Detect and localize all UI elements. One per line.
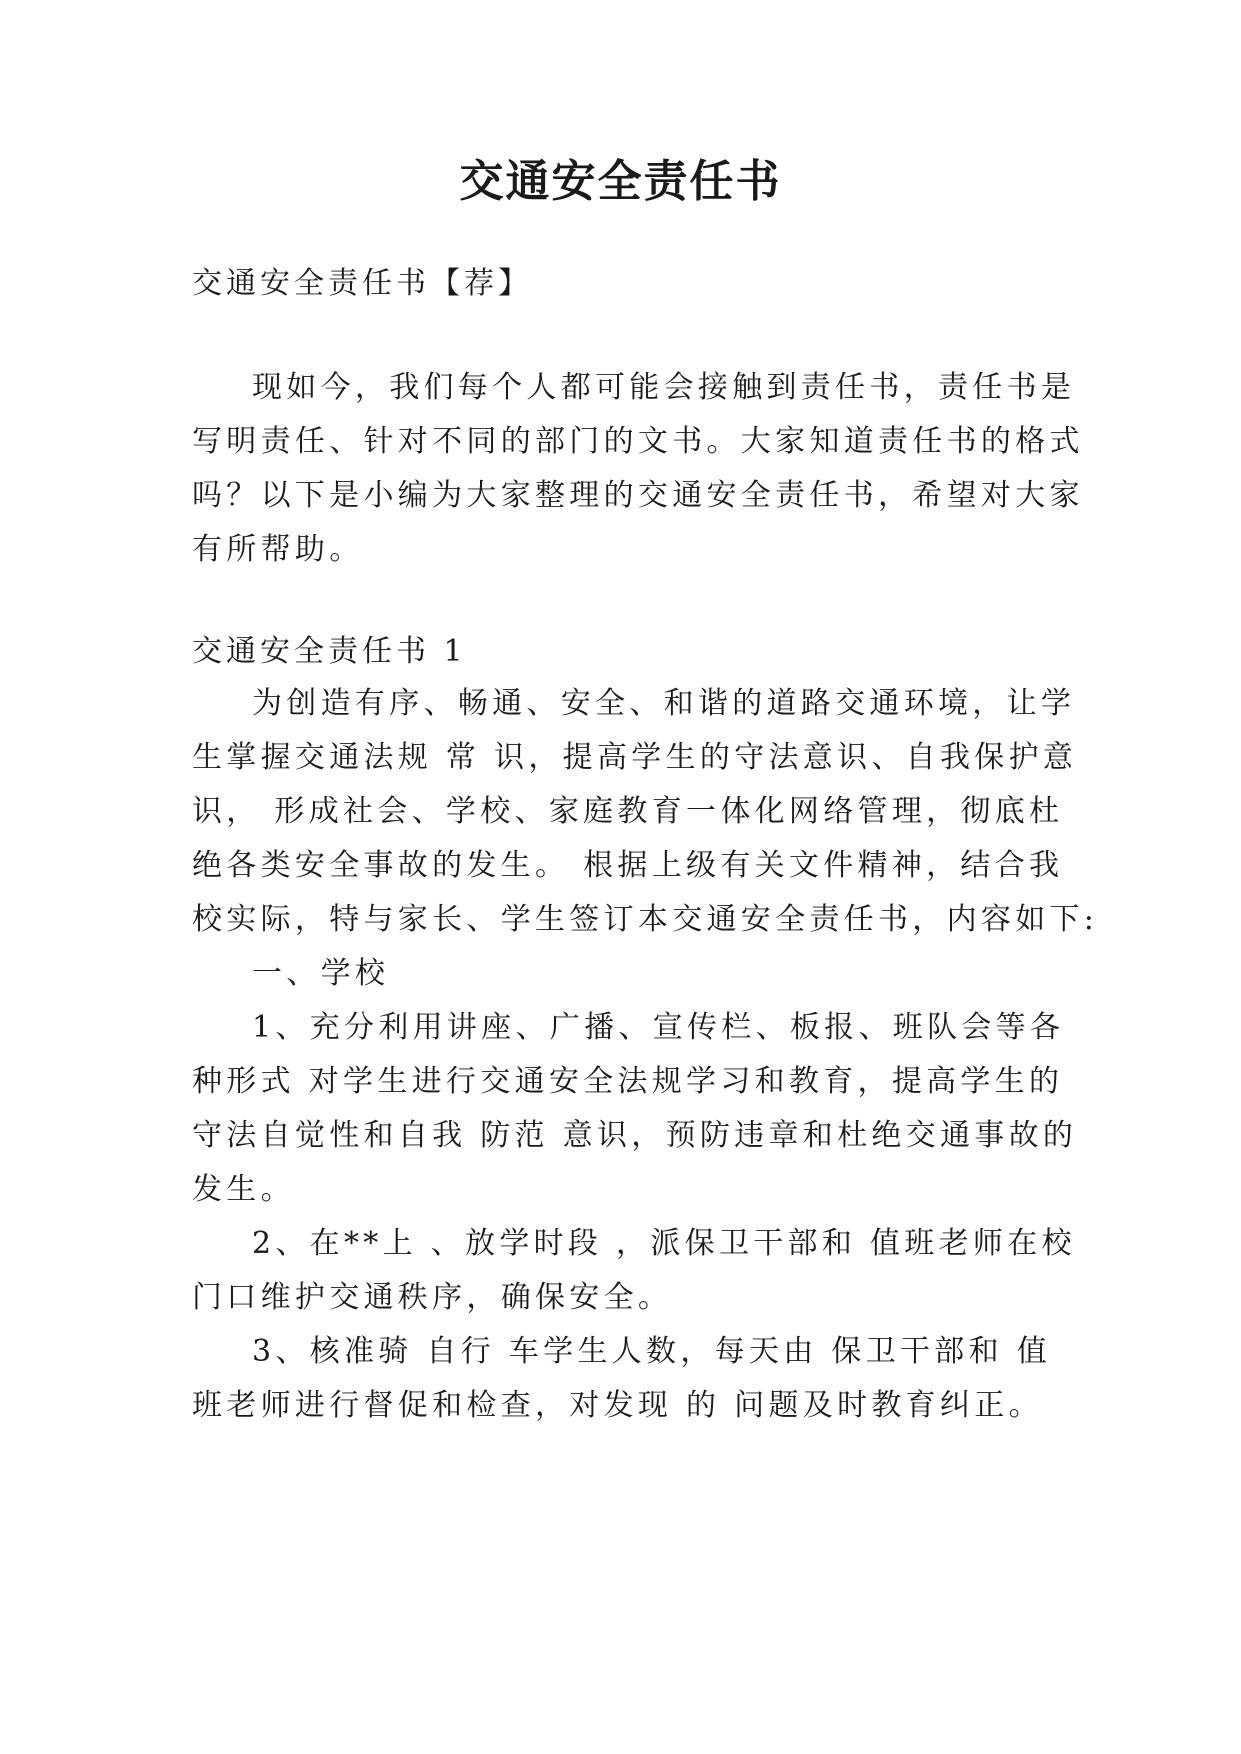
document-subtitle: 交通安全责任书【荐】 bbox=[192, 266, 532, 301]
section-line: 2、在**上 、放学时段 ，派保卫干部和 值班老师在校 bbox=[252, 1226, 1076, 1261]
section-line: 发生。 bbox=[192, 1172, 295, 1207]
section-line: 一、学校 bbox=[252, 956, 390, 991]
section-line: 种形式 对学生进行交通安全法规学习和教育，提高学生的 bbox=[192, 1064, 1064, 1099]
intro-line: 吗？以下是小编为大家整理的交通安全责任书，希望对大家 bbox=[192, 478, 1084, 513]
intro-line: 现如今，我们每个人都可能会接触到责任书，责任书是 bbox=[252, 370, 1076, 405]
section-line: 生掌握交通法规 常 识，提高学生的守法意识、自我保护意 bbox=[192, 740, 1078, 775]
section-heading: 交通安全责任书 1 bbox=[192, 634, 467, 669]
intro-line: 写明责任、针对不同的部门的文书。大家知道责任书的格式 bbox=[192, 424, 1084, 459]
section-line: 校实际，特与家长、学生签订本交通安全责任书，内容如下: bbox=[192, 902, 1099, 937]
section-line: 为创造有序、畅通、安全、和谐的道路交通环境，让学 bbox=[252, 686, 1076, 721]
section-line: 守法自觉性和自我 防范 意识，预防违章和杜绝交通事故的 bbox=[192, 1118, 1078, 1153]
section-line: 识， 形成社会、学校、家庭教育一体化网络管理，彻底杜 bbox=[192, 794, 1064, 829]
section-line: 1、充分利用讲座、广播、宣传栏、板报、班队会等各 bbox=[252, 1010, 1065, 1045]
section-line: 班老师进行督促和检查，对发现 的 问题及时教育纠正。 bbox=[192, 1388, 1043, 1423]
section-line: 绝各类安全事故的发生。 根据上级有关文件精神，结合我 bbox=[192, 848, 1064, 883]
document-title: 交通安全责任书 bbox=[459, 156, 782, 207]
intro-line: 有所帮助。 bbox=[192, 532, 364, 567]
section-line: 3、核准骑 自行 车学生人数，每天由 保卫干部和 值 bbox=[252, 1334, 1052, 1369]
section-line: 门口维护交通秩序，确保安全。 bbox=[192, 1280, 673, 1315]
